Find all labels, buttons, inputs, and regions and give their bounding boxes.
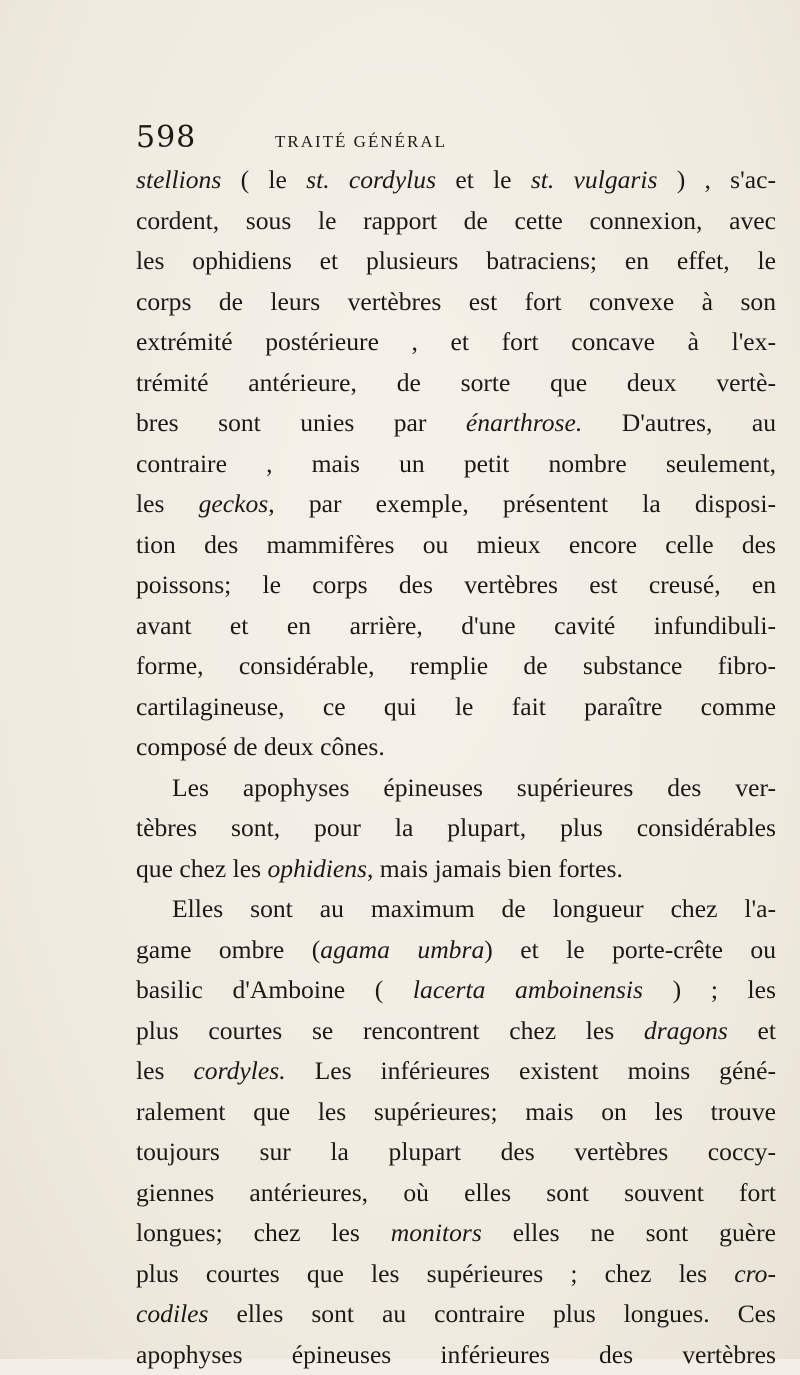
text-line [136, 1335, 776, 1375]
text-line [136, 322, 776, 363]
text-segment: plus courtes que les supérieures ; chez les [136, 1259, 734, 1288]
text-line [136, 565, 776, 606]
text-line [136, 1173, 776, 1214]
text-line [136, 1213, 776, 1254]
text-segment: , mais jamais bien fortes. [367, 854, 623, 883]
page-header [136, 120, 776, 160]
text-line [136, 889, 776, 930]
text-line [136, 646, 776, 687]
text-segment: D'autres, au [582, 408, 776, 437]
text-line [136, 606, 776, 647]
text-segment: trémité antérieure, de sorte que deux vertè- [136, 368, 776, 397]
text-segment: composé de deux cônes. [136, 732, 385, 761]
text-line [136, 687, 776, 728]
text-line [136, 1254, 776, 1295]
text-segment: contraire , mais un petit nombre seulement, [136, 449, 776, 478]
text-segment: poissons; le corps des vertèbres est creusé, en [136, 570, 776, 599]
text-line [136, 727, 776, 768]
text-line [136, 282, 776, 323]
text-line [136, 484, 776, 525]
italic-term: cordyles. [193, 1056, 285, 1085]
italic-term: monitors [391, 1218, 482, 1247]
italic-term: ophidiens [267, 854, 367, 883]
italic-term: dragons [644, 1016, 728, 1045]
text-segment: bres sont unies par [136, 408, 466, 437]
text-segment: ralement que les supérieures; mais on les trouve [136, 1097, 776, 1126]
text-segment: avant et en arrière, d'une cavité infundibuli- [136, 611, 776, 640]
text-line [136, 160, 776, 201]
text-segment: toujours sur la plupart des vertèbres coccy- [136, 1137, 776, 1166]
text-segment: ( le [221, 165, 306, 194]
text-segment: basilic d'Amboine ( [136, 975, 413, 1004]
text-segment: cartilagineuse, ce qui le fait paraître comme [136, 692, 776, 721]
text-segment: apophyses épineuses inférieures des vertèbres [136, 1340, 776, 1369]
text-line [136, 525, 776, 566]
text-segment: les [136, 489, 199, 518]
italic-term: énarthrose. [466, 408, 582, 437]
text-line [136, 1132, 776, 1173]
italic-term: agama umbra [320, 935, 484, 964]
text-line [136, 970, 776, 1011]
text-segment: ) , s'ac- [657, 165, 776, 194]
text-segment: ) et le porte-crête ou [484, 935, 776, 964]
text-segment: Les inférieures existent moins géné- [286, 1056, 776, 1085]
text-line [136, 363, 776, 404]
text-segment: tion des mammifères ou mieux encore celle des [136, 530, 776, 559]
text-segment: extrémité postérieure , et fort concave à l'ex- [136, 327, 776, 356]
text-segment: game ombre ( [136, 935, 320, 964]
text-line [136, 201, 776, 242]
italic-term: st. vulgaris [531, 165, 658, 194]
text-segment: tèbres sont, pour la plupart, plus considérables [136, 813, 776, 842]
text-segment: les ophidiens et plusieurs batraciens; en effet, le [136, 246, 776, 275]
text-segment: et le [436, 165, 531, 194]
text-segment: Les apophyses épineuses supérieures des ver- [172, 773, 776, 802]
running-title: TRAITÉ GÉNÉRAL [275, 132, 447, 152]
text-segment: , par exemple, présentent la disposi- [268, 489, 776, 518]
text-segment: plus courtes se rencontrent chez les [136, 1016, 644, 1045]
page-number: 598 [136, 120, 196, 155]
text-segment: ) ; les [643, 975, 776, 1004]
text-segment: Elles sont au maximum de longueur chez l'a- [172, 894, 776, 923]
italic-term: st. cordylus [306, 165, 436, 194]
text-segment: corps de leurs vertèbres est fort convexe à son [136, 287, 776, 316]
text-line [136, 444, 776, 485]
text-line [136, 1011, 776, 1052]
text-line [136, 930, 776, 971]
italic-term: geckos [199, 489, 269, 518]
text-line [136, 808, 776, 849]
italic-term: stellions [136, 165, 221, 194]
italic-term: cro- [734, 1259, 776, 1288]
text-segment: forme, considérable, remplie de substance fibro- [136, 651, 776, 680]
text-segment: giennes antérieures, où elles sont souvent fort [136, 1178, 776, 1207]
text-line [136, 768, 776, 809]
text-segment: que chez les [136, 854, 267, 883]
italic-term: lacerta amboinensis [413, 975, 643, 1004]
text-line [136, 849, 776, 890]
text-line [136, 403, 776, 444]
text-segment: et [728, 1016, 776, 1045]
text-segment: longues; chez les [136, 1218, 391, 1247]
text-segment: les [136, 1056, 193, 1085]
italic-term: codiles [136, 1299, 209, 1328]
text-segment: cordent, sous le rapport de cette connexion, avec [136, 206, 776, 235]
text-line [136, 1092, 776, 1133]
body-text [136, 160, 776, 1375]
text-segment: elles sont au contraire plus longues. Ces [209, 1299, 777, 1328]
text-line [136, 1294, 776, 1335]
text-line [136, 241, 776, 282]
text-segment: elles ne sont guère [482, 1218, 776, 1247]
text-line [136, 1051, 776, 1092]
